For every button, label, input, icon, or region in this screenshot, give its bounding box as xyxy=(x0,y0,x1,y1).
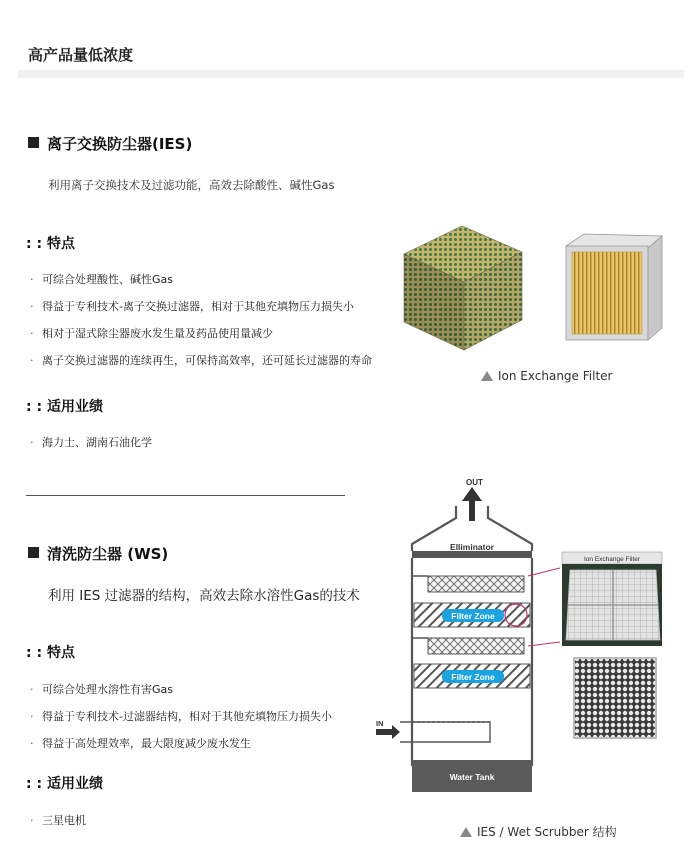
ies-applications-heading-text: 适用业绩 xyxy=(46,399,103,415)
list-item: · 可综合处理水溶性有害Gas xyxy=(30,683,410,710)
ion-exchange-filter-frame-image xyxy=(562,232,664,344)
ies-applications-list xyxy=(30,436,330,463)
section-divider xyxy=(26,495,345,496)
ies-heading-text: 离子交换防尘器(IES) xyxy=(47,135,193,153)
ws-heading xyxy=(28,543,168,564)
marker: : : xyxy=(26,399,43,415)
triangle-up-icon xyxy=(460,827,472,837)
ws-heading-text: 清洗防尘器 (WS) xyxy=(47,545,169,563)
ies-features-heading-text: 特点 xyxy=(46,236,75,252)
list-item: · 可综合处理酸性、碱性Gas xyxy=(30,273,410,300)
filter-zone-label: Filter Zone xyxy=(451,672,495,682)
list-item: · 离子交换过滤器的连续再生，可保持高效率，还可延长过滤器的寿命 xyxy=(30,354,410,381)
ies-figure-caption-text: Ion Exchange Filter xyxy=(498,369,613,383)
ws-description: 利用 IES 过滤器的结构，高效去除水溶性Gas的技术 xyxy=(48,588,360,604)
ies-figure-caption xyxy=(481,369,612,383)
triangle-up-icon xyxy=(481,371,493,381)
ies-features-heading xyxy=(26,233,75,253)
list-item: · 相对于湿式除尘器废水发生量及药品使用量减少 xyxy=(30,327,410,354)
honeycomb-filter-photo xyxy=(574,658,656,738)
ies-heading xyxy=(28,133,192,154)
square-bullet-icon xyxy=(28,137,39,148)
list-item: · 得益于专利技术-过滤器结构，相对于其他充填物压力损失小 xyxy=(30,710,410,737)
out-arrow-icon xyxy=(469,499,475,521)
ws-applications-list xyxy=(30,814,330,841)
ws-features-list xyxy=(30,683,410,764)
list-item: · 三星电机 xyxy=(30,814,330,841)
ws-applications-heading-text: 适用业绩 xyxy=(46,776,103,792)
title-bar xyxy=(18,70,684,78)
out-label: OUT xyxy=(466,478,483,487)
ies-features-list xyxy=(30,273,410,381)
water-tank-label: Water Tank xyxy=(449,772,495,782)
list-item: · 海力士、湖南石油化学 xyxy=(30,436,330,463)
ws-figure-caption-text: IES / Wet Scrubber 结构 xyxy=(477,825,617,839)
list-item: · 得益于专利技术-离子交换过滤器，相对于其他充填物压力损失小 xyxy=(30,300,410,327)
filter-zone-label: Filter Zone xyxy=(451,611,495,621)
in-label: IN xyxy=(376,719,384,728)
ies-applications-heading xyxy=(26,396,103,416)
page-title: 高产品量低浓度 xyxy=(28,46,134,64)
marker: : : xyxy=(26,236,43,252)
out-arrow-head xyxy=(462,487,482,501)
marker: : : xyxy=(26,645,43,661)
ws-features-heading-text: 特点 xyxy=(46,645,75,661)
ws-applications-heading xyxy=(26,773,103,793)
ies-description: 利用离子交换技术及过滤功能，高效去除酸性、碱性Gas xyxy=(48,178,335,192)
ion-exchange-filter-cube-image xyxy=(398,222,528,354)
ws-figure-caption xyxy=(460,823,617,840)
list-item: · 得益于高处理效率，最大限度减少废水发生 xyxy=(30,737,410,764)
inset-label: Ion Exchange Filter xyxy=(583,556,641,563)
eliminator-label: Elliminator xyxy=(450,542,494,552)
square-bullet-icon xyxy=(28,547,39,558)
marker: : : xyxy=(26,776,43,792)
ws-features-heading xyxy=(26,642,75,662)
wet-scrubber-diagram xyxy=(370,476,690,822)
